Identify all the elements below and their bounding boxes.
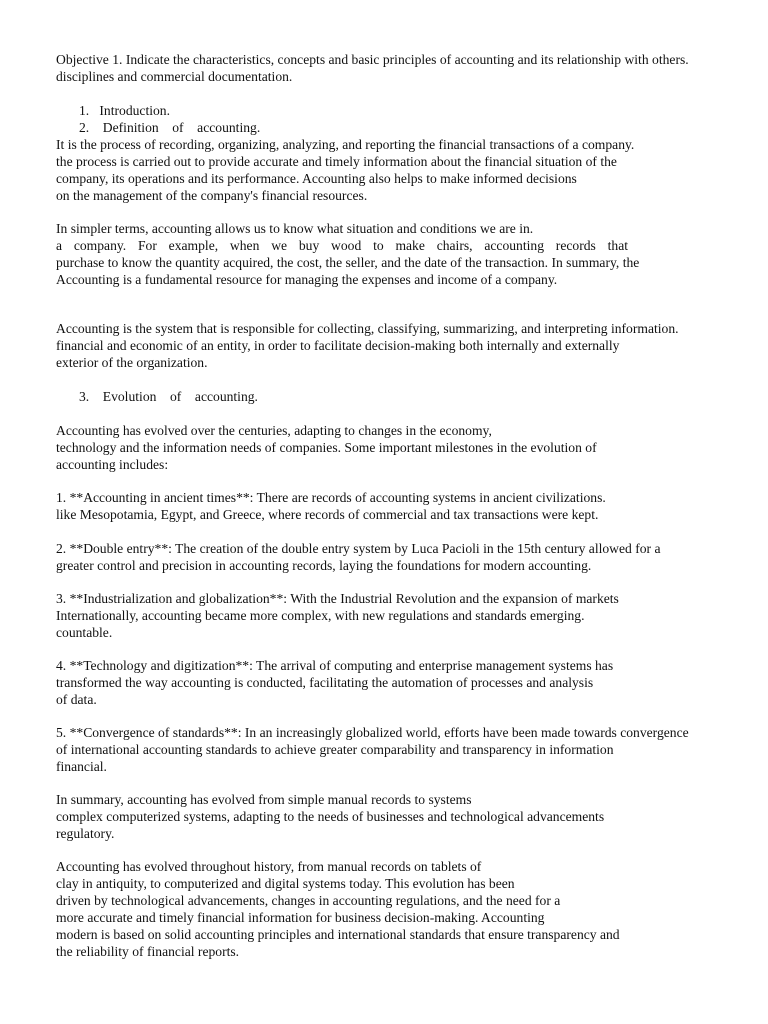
paragraph-line: driven by technological advancements, changes in accounting regulations, and the need for a <box>56 893 561 908</box>
paragraph-line: exterior of the organization. <box>56 355 208 370</box>
paragraph-line: on the management of the company's financial resources. <box>56 188 368 203</box>
paragraph-line: complex computerized systems, adapting to the needs of businesses and technological advancements <box>56 809 605 824</box>
paragraph-line: clay in antiquity, to computerized and digital systems today. This evolution has been <box>56 876 515 891</box>
milestone-line: countable. <box>56 625 113 640</box>
milestone-line: transformed the way accounting is conducted, facilitating the automation of processes and analysis <box>56 675 594 690</box>
paragraph-line: purchase to know the quantity acquired, the cost, the seller, and the date of the transaction. In summary, the <box>56 255 640 270</box>
milestone-line: Internationally, accounting became more complex, with new regulations and standards emerging. <box>56 608 585 623</box>
milestone-line: 5. **Convergence of standards**: In an increasingly globalized world, efforts have been made towards convergence <box>56 725 689 740</box>
paragraph-line: Accounting is the system that is responsible for collecting, classifying, summarizing, and interpreting information. <box>56 321 679 336</box>
milestone-line: financial. <box>56 759 107 774</box>
heading-evolution: 3. Evolution of accounting. <box>79 389 258 404</box>
milestone-line: 1. **Accounting in ancient times**: There are records of accounting systems in ancient civilizations. <box>56 490 606 505</box>
paragraph-line: regulatory. <box>56 826 115 841</box>
milestone-line: of data. <box>56 692 97 707</box>
milestone-line: greater control and precision in accounting records, laying the foundations for modern accounting. <box>56 558 592 573</box>
heading-introduction: 1. Introduction. <box>79 103 170 118</box>
paragraph-line: company, its operations and its performance. Accounting also helps to make informed decisions <box>56 171 577 186</box>
paragraph-line: a company. For example, when we buy wood to make chairs, accounting records that <box>56 238 628 253</box>
milestone-line: 4. **Technology and digitization**: The arrival of computing and enterprise management systems has <box>56 658 614 673</box>
milestone-line: like Mesopotamia, Egypt, and Greece, where records of commercial and tax transactions were kept. <box>56 507 599 522</box>
paragraph-line: In summary, accounting has evolved from simple manual records to systems <box>56 792 472 807</box>
paragraph-line: more accurate and timely financial information for business decision-making. Accounting <box>56 910 545 925</box>
paragraph-line: modern is based on solid accounting principles and international standards that ensure transparency and <box>56 927 620 942</box>
paragraph-line: accounting includes: <box>56 457 169 472</box>
paragraph-line: financial and economic of an entity, in order to facilitate decision-making both internally and externally <box>56 338 620 353</box>
paragraph-line: technology and the information needs of companies. Some important milestones in the evolution of <box>56 440 597 455</box>
paragraph-line: Accounting is a fundamental resource for managing the expenses and income of a company. <box>56 272 558 287</box>
paragraph-line: the process is carried out to provide accurate and timely information about the financial situation of the <box>56 154 617 169</box>
milestone-line: 2. **Double entry**: The creation of the double entry system by Luca Pacioli in the 15th century allowed for a <box>56 541 661 556</box>
paragraph-line: Accounting has evolved throughout history, from manual records on tablets of <box>56 859 482 874</box>
milestone-line: 3. **Industrialization and globalization**: With the Industrial Revolution and the expansion of markets <box>56 591 619 606</box>
paragraph-line: the reliability of financial reports. <box>56 944 240 959</box>
paragraph-line: Accounting has evolved over the centuries, adapting to changes in the economy, <box>56 423 492 438</box>
objective-line: Objective 1. Indicate the characteristics, concepts and basic principles of accounting and its relationship with others. <box>56 52 689 67</box>
paragraph-line: It is the process of recording, organizing, analyzing, and reporting the financial transactions of a company. <box>56 137 635 152</box>
objective-line: disciplines and commercial documentation. <box>56 69 293 84</box>
heading-definition: 2. Definition of accounting. <box>79 120 261 135</box>
milestone-line: of international accounting standards to achieve greater comparability and transparency in information <box>56 742 614 757</box>
paragraph-line: In simpler terms, accounting allows us to know what situation and conditions we are in. <box>56 221 534 236</box>
